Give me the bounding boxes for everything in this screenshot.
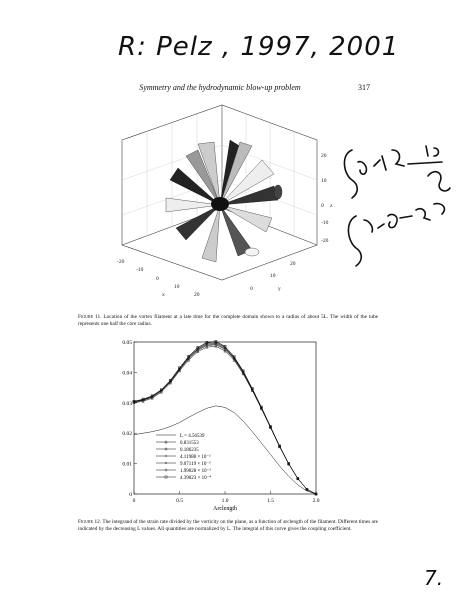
series-3-point xyxy=(165,455,167,457)
plot-box xyxy=(122,105,317,280)
page-number: 317 xyxy=(358,83,370,92)
series-line-2 xyxy=(134,345,316,494)
x-tick-label: 0.5 xyxy=(176,498,183,504)
x-tick-label: 1.0 xyxy=(221,498,229,504)
series-line-5 xyxy=(134,342,316,494)
z-tick: 20 xyxy=(290,261,296,267)
x-tick: 0 xyxy=(156,276,159,282)
series-line-6 xyxy=(134,341,316,494)
y-tick-label: 0 xyxy=(129,492,132,498)
series-line-1 xyxy=(134,346,316,494)
y-tick: 10 xyxy=(321,178,327,184)
axis-label: x xyxy=(162,292,165,298)
figure-12-chart xyxy=(100,340,350,515)
handwritten-formulas xyxy=(330,120,465,280)
vortex-tube-end xyxy=(245,248,259,256)
y-tick: -20 xyxy=(321,238,329,244)
y-tick: 20 xyxy=(321,153,327,159)
x-axis-label: Arclength xyxy=(213,506,237,512)
legend-label: 4.11988 × 10⁻² xyxy=(180,454,211,460)
y-tick-label: 0.01 xyxy=(122,461,132,468)
caption-text: Location of the vortex filament at a late time for the complete domain shown to a radius of about 5L. The width of the tube represents one half the core radius. xyxy=(78,314,378,328)
figure-12-caption xyxy=(78,519,378,533)
vortex-tube-end xyxy=(274,185,282,199)
x-tick-label: 0 xyxy=(132,498,136,504)
x-tick: 10 xyxy=(174,284,180,290)
axis-label: y xyxy=(278,286,281,292)
legend-label: 4.39023 × 10⁻⁴ xyxy=(180,475,211,481)
legend-label: L = 4.56539 xyxy=(180,433,205,439)
legend-label: 0.186235 xyxy=(180,447,199,453)
x-tick-label: 1.5 xyxy=(267,498,274,504)
x-tick: -20 xyxy=(117,259,125,265)
figure-11-vortex-plot xyxy=(102,100,342,305)
caption-label: Figure 12. xyxy=(78,519,102,525)
handwritten-title: R: Pelz , 1997, 2001 xyxy=(118,32,400,62)
y-tick-label: 0.02 xyxy=(122,431,132,438)
legend-label: 0.831553 xyxy=(180,440,199,446)
x-tick-label: 2.0 xyxy=(312,498,320,504)
y-tick-label: 0.03 xyxy=(122,400,132,407)
plot-frame xyxy=(134,342,316,494)
x-tick: 20 xyxy=(194,292,200,298)
series-line-0 xyxy=(134,406,316,494)
series-line-4 xyxy=(134,343,316,494)
series-line-3 xyxy=(134,344,316,494)
z-tick: 0 xyxy=(250,286,253,292)
y-tick-label: 0.05 xyxy=(122,340,132,346)
z-tick: 10 xyxy=(270,273,276,279)
legend-label: 9.07119 × 10⁻³ xyxy=(180,461,211,467)
caption-label: Figure 11. xyxy=(78,314,102,320)
running-head: Symmetry and the hydrodynamic blow-up problem xyxy=(139,83,301,92)
vortex-core xyxy=(211,197,229,211)
figure-11-caption xyxy=(78,314,378,328)
legend-label: 1.99028 × 10⁻³ xyxy=(180,468,211,474)
y-tick: 0 xyxy=(321,203,324,209)
caption-text: The integrand of the strain rate divided by the vorticity on the plane, as a function of arclength of the filament. Different times are indicated by the decreasing L values. All quantities are normalized by L. The integral of this curve gives the coupling coefficient. xyxy=(78,519,378,533)
y-tick-label: 0.04 xyxy=(122,370,132,377)
y-tick: -10 xyxy=(321,220,329,226)
grid-lines xyxy=(122,114,317,236)
vortex-filament xyxy=(166,140,282,262)
axis-label: z xyxy=(330,203,333,209)
handwritten-page-mark: 7. xyxy=(424,566,444,590)
x-tick: -10 xyxy=(136,267,144,273)
